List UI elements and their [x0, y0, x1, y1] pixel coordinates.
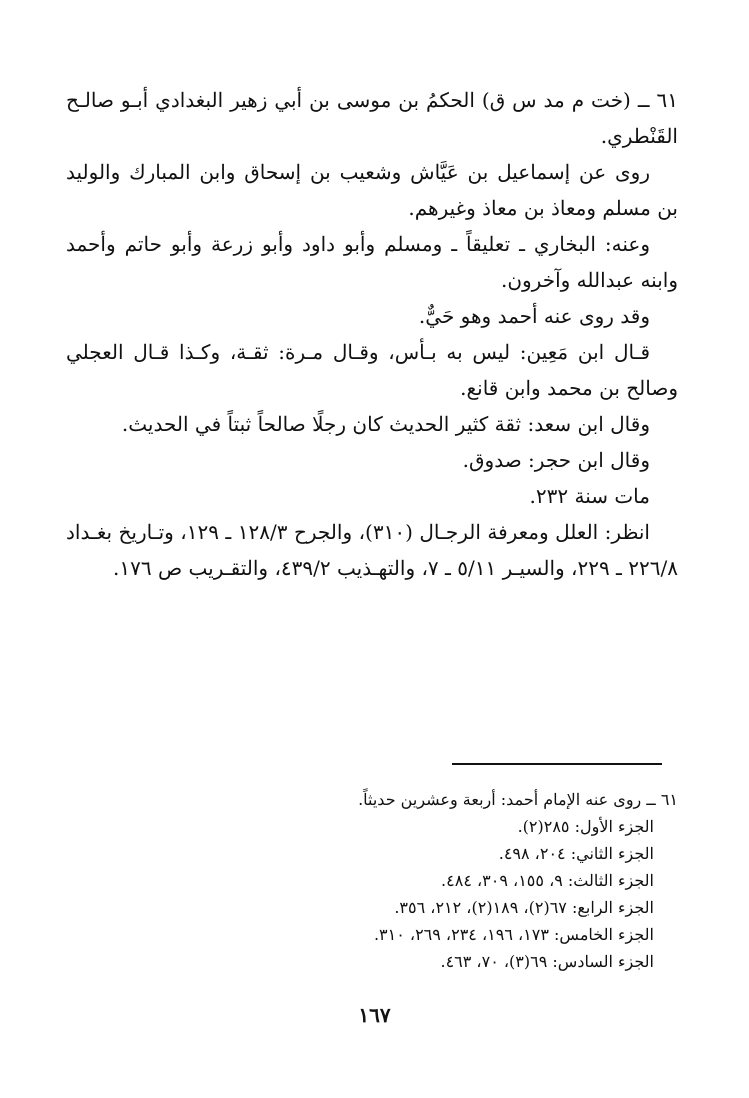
footnote-line: الجزء الخامس: ١٧٣، ١٩٦، ٢٣٤، ٢٦٩، ٣١٠.	[373, 925, 654, 944]
entry-paragraph: وقال ابن سعد: ثقة كثير الحديث كان رجلًا صالحاً ثبتاً في الحديث.	[121, 412, 650, 436]
entry-paragraph: وقد روى عنه أحمد وهو حَيٌّ.	[418, 304, 650, 328]
entry-paragraph: مات سنة ٢٣٢.	[529, 484, 650, 508]
footnote-line: الجزء الثالث: ٩، ١٥٥، ٣٠٩، ٤٨٤.	[441, 871, 654, 890]
footnote-line: الجزء الرابع: ٦٧(٢)، ١٨٩(٢)، ٢١٢، ٣٥٦.	[394, 898, 654, 917]
entry-header: ٦١ ــ (خت م مد س ق) الحكمُ بن موسى بن أبي زهير البغدادي أبـو صالـح القَنْطري.	[66, 88, 678, 148]
page-number: ١٦٧	[358, 1003, 391, 1027]
footnote-line: الجزء الثاني: ٢٠٤، ٤٩٨.	[498, 844, 654, 863]
entry-paragraph: وعنه: البخاري ـ تعليقاً ـ ومسلم وأبو داود وأبو زرعة وأبو حاتم وأحمد وابنه عبدالله وآخرون.	[66, 232, 678, 292]
footnote-line: الجزء السادس: ٦٩(٣)، ٧٠، ٤٦٣.	[440, 952, 654, 971]
entry-references: انظر: العلل ومعرفة الرجـال (٣١٠)، والجرح ١٢٨/٣ ـ ١٢٩، وتـاريخ بغـداد ٢٢٦/٨ ـ ٢٢٩، والسيـر ٥/١١ ـ ٧، والتهـذيب ٤٣٩/٢، والتقـريب ص ١٧٦.	[66, 520, 678, 580]
entry-paragraph: روى عن إسماعيل بن عَيَّاش وشعيب بن إسحاق وابن المبارك والوليد بن مسلم ومعاذ بن معاذ وغيرهم.	[66, 160, 678, 220]
entry-paragraph: وقال ابن حجر: صدوق.	[462, 448, 650, 472]
footnote-line: الجزء الأول: ٢٨٥(٢).	[517, 817, 654, 836]
footnote-header: ٦١ ــ روى عنه الإمام أحمد: أربعة وعشرين حديثاً.	[358, 790, 678, 809]
entry-paragraph: قـال ابن مَعِين: ليس به بـأس، وقـال مـرة: ثقـة، وكـذا قـال العجلي وصالح بن محمد وابن قانع.	[66, 340, 678, 400]
entry-body	[66, 82, 678, 586]
footnote-separator	[452, 763, 662, 765]
footnote-block	[160, 786, 678, 975]
